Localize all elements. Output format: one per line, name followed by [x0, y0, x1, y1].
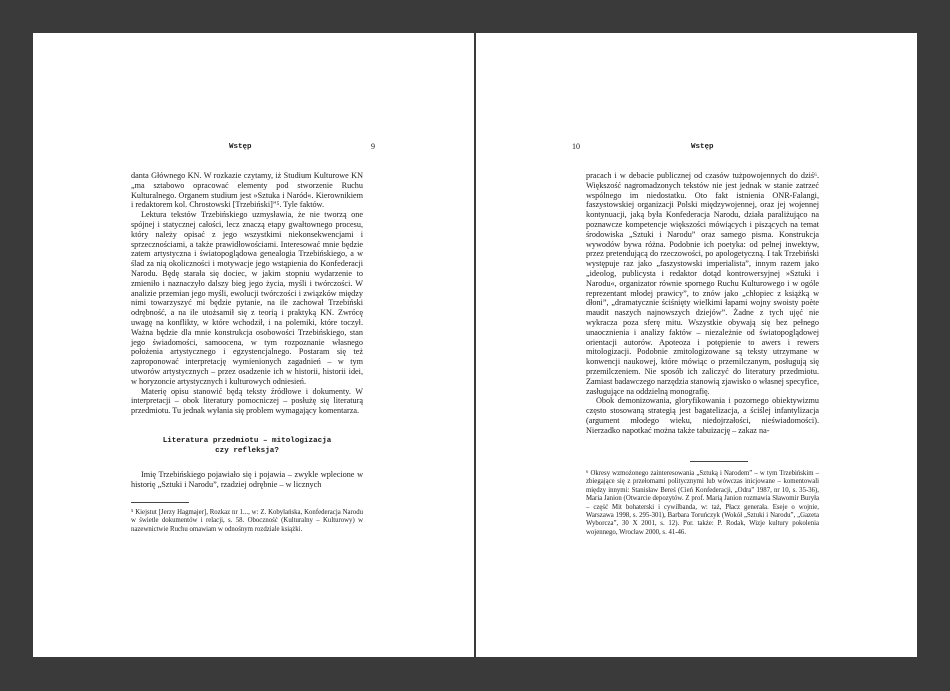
section-heading: [131, 436, 363, 456]
body-text: [586, 171, 819, 436]
paragraph: Imię Trzebińskiego pojawiało się i pojawia – zwykle wplecione w historię „Sztuki i Narodu”, rzadziej odrębnie – w licznych: [131, 469, 363, 489]
paragraph: danta Głównego KN. W rozkazie czytamy, iż Studium Kulturowe KN „ma sztabowo opracować elementy pod stworzenie Ruchu Kulturalnego. Organem studium jest »Sztuka i Naród«. Kierownikiem i redaktorem kol. Chrostowski [Trzebiński]”⁵. Tyle faktów.: [131, 171, 363, 210]
body-text: [131, 171, 363, 490]
footnote: ⁵ Kiejstut [Jerzy Hagmajer], Rozkaz nr 1..., w: Z. Kobylańska, Konfederacja Narodu w świetle dokumentów i relacji, s. 58. Oboczność (Kulturalny – Kulturowy) w nazewnictwie Ruchu omawiam w odnośnym rozdziale książki.: [131, 509, 363, 533]
right-page: [476, 33, 917, 657]
page-number: 10: [572, 142, 580, 151]
paragraph: Obok demonizowania, gloryfikowania i pozornego obiektywizmu często stosowaną strategią jest bagatelizacja, a ściślej infantylizacja (argument młodego wieku, niedojrzałości, nieświadomości). Nierzadko napotkać można także tabuizację – zakaz na-: [586, 396, 819, 435]
paragraph: pracach i w debacie publicznej od czasów tużpowojennych do dziś⁶. Większość nagromadzonych tekstów nie jest jednak w stanie zatrzeć wspólnego im niedostatku. Oto fakt istnienia ONR-Falangi, faszystowskiej organizacji Polski międzywojennej, oraz jej wojennej kontynuacji, jaką była Konfederacja Narodu, działa paraliżująco na poznawcze kompetencje większości mówiących i piszących na temat środowiska „Sztuki i Narodu” oraz samego pisma. Konstrukcja wywodów bywa różna. Podobnie ich poetyka: od pełnej inwektyw, przez pretendującą do rzeczowości, po apologetyczną. I tak Trzebiński występuje raz jako „faszystowski imperialista”, innym razem jako „ideolog, publicysta i redaktor dotąd kontrowersyjnej »Sztuki i Narodu«, organizator równie spornego Ruchu Kulturowego i w ogóle reprezentant młodej prawicy”, to znów jako „chłopiec z książką w dłoni”, „dramatycznie ściśnięty wielkimi łapami wojny swoisty poète maudit naszych najnowszych dziejów”. Żadne z tych ujęć nie wykracza poza sferę mitu. Wszystkie obywają się bez pełnego unaocznienia i analizy faktów – niezależnie od światopoglądowej orientacji autorów. Apoteoza i potępienie to awers i rewers mitologizacji. Podobnie zmitologizowane są teksty utrzymane w konwencji naukowej, które mówiąc o przemilczanym, posługują się przemilczeniem. Nie sposób ich zaliczyć do literatury przedmiotu. Zamiast badawczego narzędzia stanowią zjawisko o własnej specyfice, zasługujące na oddzielną monografię.: [586, 171, 819, 396]
paragraph: Materię opisu stanowić będą teksty źródłowe i dokumenty. W interpretacji – obok literatury pomocniczej – posłużę się literaturą przedmiotu. Tu jednak wyłania się problem wymagający komentarza.: [131, 386, 363, 416]
section-heading-line: Literatura przedmiotu – mitologizacja: [162, 436, 332, 445]
section-heading-line: czy refleksja?: [215, 446, 279, 455]
footnote-rule: [131, 502, 189, 503]
running-header: Wstęp: [691, 143, 714, 151]
left-page: [33, 33, 474, 657]
page-number: 9: [371, 142, 375, 151]
footnote-rule: [690, 461, 748, 462]
footnote: ⁶ Okresy wzmożonego zainteresowania „Sztuką i Narodem” – w tym Trzebińskim – zbiegające się z przełomami politycznymi lub wówczas inicjowane – komentowali między innymi: Stanisław Bereś (Cień Konfederacji, „Odra” 1987, nr 10, s. 35-36), Maria Janion (Otwarcie depozytów. Z prof. Marią Janion rozmawia Sławomir Buryła – część Mit bohaterski i cywilbanda, w: taż, Płacz generała. Eseje o wojnie, Warszawa 1998, s. 295-301), Barbara Toruńczyk (Wokół „Sztuki i Narodu”, „Gazeta Wyborcza”, 30 X 2001, s. 12). Por. także: P. Rodak, Wizje kultury pokolenia wojennego, Wrocław 2000, s. 41-46.: [586, 470, 819, 536]
running-header: Wstęp: [229, 143, 252, 151]
paragraph: Lektura tekstów Trzebińskiego uzmysławia, że nie tworzą one spójnej i statycznej całości, lecz znaczą etapy gwałtownego procesu, który należy opisać z jego wszystkimi niekonsekwencjami i sprzecznościami, a także prawidłowościami. Interesować mnie będzie zatem artystyczna i światopoglądowa genealogia Trzebińskiego, a w ślad za nią okoliczności i motywacje jego wstąpienia do Konfederacji Narodu. Będę starała się dociec, w jakim stopniu wydarzenie to zmieniło i naznaczyło dalszy bieg jego życia, myśli i twórczości. W analizie przemian jego myśli, ewolucji twórczości i związków między nimi towarzyszyć mi będzie pytanie, na ile zachował Trzebiński odrębność, a na ile utożsamił się z teorią i praktyką KN. Zwrócę uwagę na konflikty, w które wchodził, i na polemiki, które toczył. Ważna będzie dla mnie konstrukcja osobowości Trzebińskiego, stan jego świadomości, samoocena, w tym rozpoznanie własnego położenia artystycznego i egzystencjalnego. Postaram się też zaproponować interpretację wymienionych zagadnień – w tym utworów artystycznych – przez osadzenie ich w historii, historii idei, w horyzoncie artystycznych i kulturowych odniesień.: [131, 210, 363, 386]
